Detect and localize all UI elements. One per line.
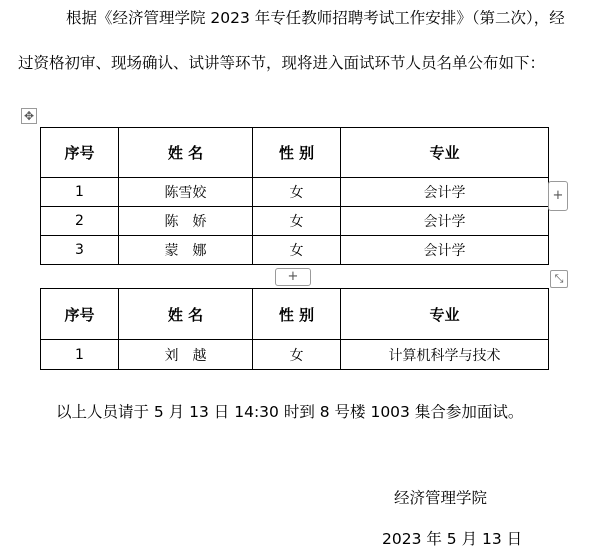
notice-text: 以上人员请于 5 月 13 日 14:30 时到 8 号楼 1003 集合参加面试。 — [56, 403, 524, 421]
row-index: 1 — [41, 178, 119, 207]
table-header-row — [41, 289, 549, 340]
row-major: 会计学 — [341, 178, 549, 207]
add-column-plus-icon[interactable]: + — [548, 181, 568, 211]
row-name: 陈 娇 — [119, 207, 253, 236]
row-gender: 女 — [253, 178, 341, 207]
signature-date: 2023 年 5 月 13 日 — [382, 530, 523, 548]
row-index: 3 — [41, 236, 119, 265]
row-name: 蒙 娜 — [119, 236, 253, 265]
table-header-row — [41, 128, 549, 178]
table-resize-icon[interactable]: ⤡ — [550, 270, 568, 288]
row-gender: 女 — [253, 340, 341, 370]
table-move-handle-icon[interactable]: ✥ — [21, 108, 37, 124]
row-major: 会计学 — [341, 236, 549, 265]
add-row-plus-icon[interactable]: + — [275, 268, 311, 286]
header-name: 姓 名 — [119, 128, 253, 178]
header-major: 专业 — [341, 128, 549, 178]
table-row — [41, 178, 549, 207]
row-name: 刘 越 — [119, 340, 253, 370]
header-index: 序号 — [41, 128, 119, 178]
header-major: 专业 — [341, 289, 549, 340]
row-name: 陈雪姣 — [119, 178, 253, 207]
row-gender: 女 — [253, 207, 341, 236]
signature-org: 经济管理学院 — [394, 489, 488, 507]
row-index: 2 — [41, 207, 119, 236]
header-gender: 性 别 — [253, 128, 341, 178]
candidates-table-1 — [40, 127, 549, 265]
row-major: 计算机科学与技术 — [341, 340, 549, 370]
table-row — [41, 340, 549, 370]
row-gender: 女 — [253, 236, 341, 265]
row-index: 1 — [41, 340, 119, 370]
candidates-table-2 — [40, 288, 549, 370]
header-gender: 性 别 — [253, 289, 341, 340]
intro-paragraph — [18, 0, 578, 86]
table-row — [41, 207, 549, 236]
table-row — [41, 236, 549, 265]
row-major: 会计学 — [341, 207, 549, 236]
intro-text: 根据《经济管理学院 2023 年专任教师招聘考试工作安排》（第二次），经过资格初审、现场确认、试讲等环节，现将进入面试环节人员名单公布如下： — [18, 9, 565, 72]
header-name: 姓 名 — [119, 289, 253, 340]
header-index: 序号 — [41, 289, 119, 340]
